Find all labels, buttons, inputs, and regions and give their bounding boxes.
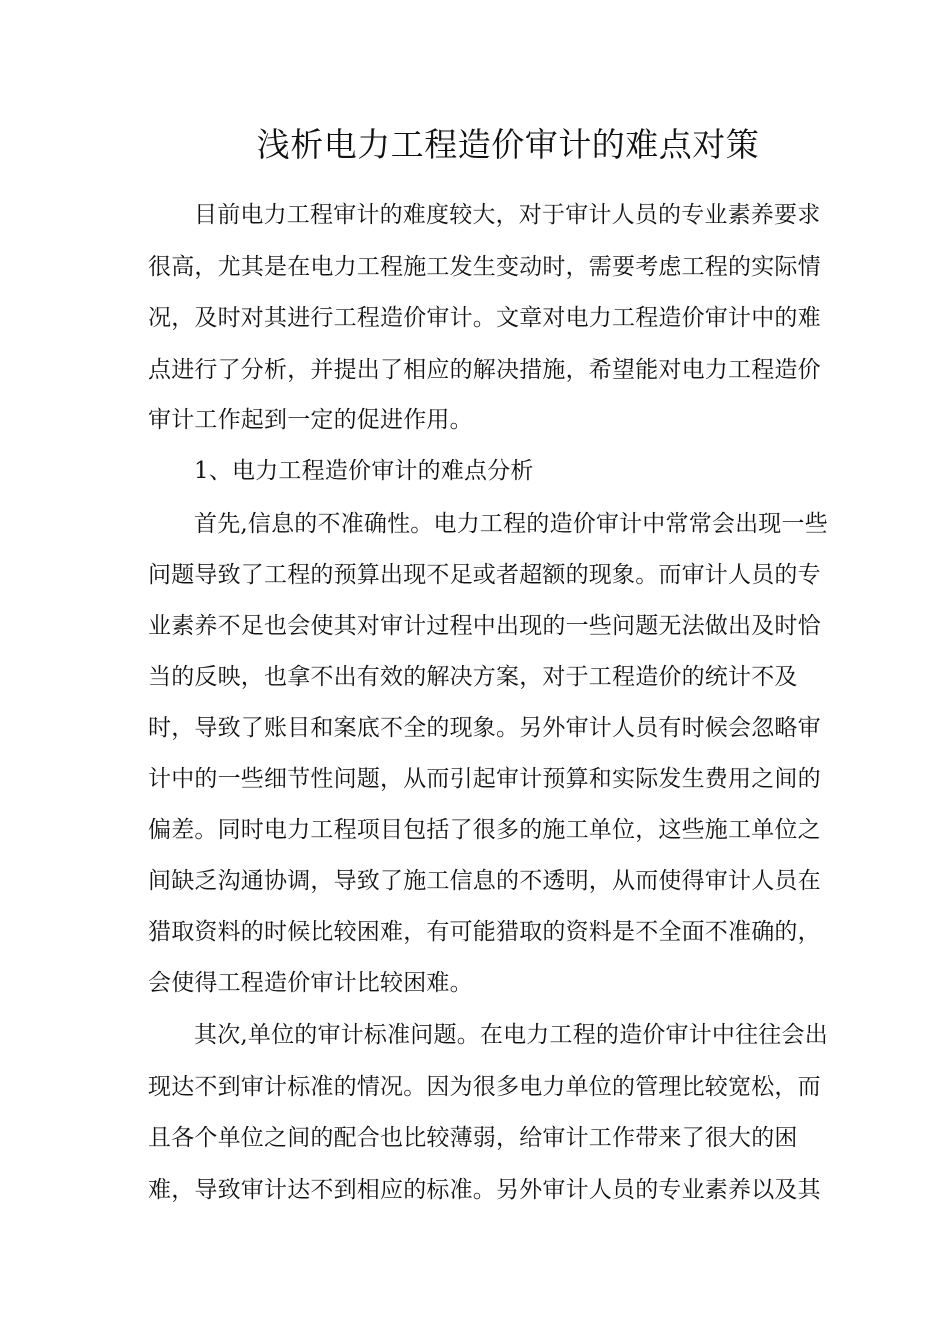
paragraph-3-line-2: 现达不到审计标准的情况。因为很多电力单位的管理比较宽松，而 bbox=[148, 1074, 821, 1100]
section-heading-1: 1、电力工程造价审计的难点分析 bbox=[194, 458, 534, 484]
paragraph-1-line-3: 况，及时对其进行工程造价审计。文章对电力工程造价审计中的难 bbox=[148, 305, 821, 331]
paragraph-2-line-8: 间缺乏沟通协调，导致了施工信息的不透明，从而使得审计人员在 bbox=[148, 868, 821, 894]
paragraph-1-line-1: 目前电力工程审计的难度较大，对于审计人员的专业素养要求 bbox=[194, 202, 821, 228]
paragraph-2-line-10: 会使得工程造价审计比较困难。 bbox=[148, 970, 473, 996]
paragraph-1-line-2: 很高，尤其是在电力工程施工发生变动时，需要考虑工程的实际情 bbox=[148, 254, 821, 280]
paragraph-1-line-5: 审计工作起到一定的促进作用。 bbox=[148, 407, 473, 433]
paragraph-2-line-5: 时，导致了账目和案底不全的现象。另外审计人员有时候会忽略审 bbox=[148, 715, 821, 741]
paragraph-2-line-9: 猎取资料的时候比较困难，有可能猎取的资料是不全面不准确的， bbox=[148, 919, 821, 945]
paragraph-3-line-3: 且各个单位之间的配合也比较薄弱，给审计工作带来了很大的困 bbox=[148, 1125, 798, 1151]
paragraph-3-line-4: 难，导致审计达不到相应的标准。另外审计人员的专业素养以及其 bbox=[148, 1177, 821, 1203]
paragraph-2-line-3: 业素养不足也会使其对审计过程中出现的一些问题无法做出及时恰 bbox=[148, 613, 821, 639]
paragraph-2-line-4: 当的反映，也拿不出有效的解决方案，对于工程造价的统计不及 bbox=[148, 664, 798, 690]
paragraph-2-line-7: 偏差。同时电力工程项目包括了很多的施工单位，这些施工单位之 bbox=[148, 817, 821, 843]
document-title: 浅析电力工程造价审计的难点对策 bbox=[256, 125, 760, 164]
paragraph-2-line-1: 首先,信息的不准确性。电力工程的造价审计中常常会出现一些 bbox=[194, 511, 828, 537]
paragraph-2-line-6: 计中的一些细节性问题，从而引起审计预算和实际发生费用之间的 bbox=[148, 766, 821, 792]
paragraph-2-line-2: 问题导致了工程的预算出现不足或者超额的现象。而审计人员的专 bbox=[148, 562, 821, 588]
paragraph-3-line-1: 其次,单位的审计标准问题。在电力工程的造价审计中往往会出 bbox=[194, 1022, 828, 1048]
paragraph-1-line-4: 点进行了分析，并提出了相应的解决措施，希望能对电力工程造价 bbox=[148, 357, 821, 383]
